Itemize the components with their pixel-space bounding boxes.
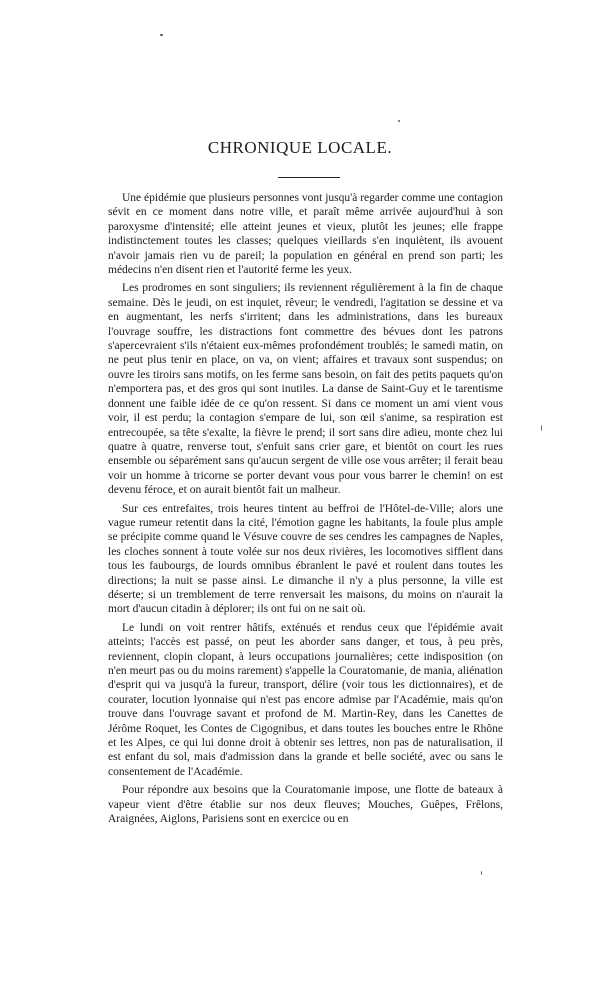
ink-speck <box>541 425 542 431</box>
paragraph: Pour répondre aux besoins que la Couratomanie impose, une flotte de bateaux à vapeur vient d'être établie sur nos deux fleuves; Mouches, Guêpes, Frêlons, Araignées, Aiglons, Parisiens sont en exercice ou en <box>108 784 503 826</box>
title-rule <box>278 177 340 178</box>
article-body <box>108 191 503 830</box>
paragraph: Sur ces entrefaites, trois heures tintent au beffroi de l'Hôtel-de-Ville; alors une vague rumeur retentit dans la cité, l'émotion gagne les habitants, la foule plus ample se précipite comme quand le Vésuve couvre de ses cendres les campagnes de Naples, les cloches sonnent à toute volée sur nos deux rivières, les locomotives sifflent dans tous les faubourgs, de lourds omnibus ébranlent le pavé et roulent dans toutes les directions; la nuit se passe ainsi. Le dimanche il n'y a plus personne, la ville est déserte; si un tremblement de terre renversait les maisons, du moins on n'aurait la mort d'aucun citadin à déplorer; ils ont fui on ne sait où. <box>108 502 503 616</box>
paragraph: Le lundi on voit rentrer hâtifs, exténués et rendus ceux que l'épidémie avait atteints; l'accès est passé, on peut les aborder sans danger, et tous, à peu près, reviennent, clopin clopant, à leurs occupations journalières; cette indisposition (on n'en meurt pas ou du moins rarement) s'appelle la Couratomanie, de mania, aliénation d'esprit qui va jusqu'à la fureur, transport, délire (voir tous les dictionnaires), et de courater, locution lyonnaise qui n'est pas encore admise par l'Académie, mais qu'on trouve dans l'ouvrage savant et profond de M. Martin-Rey, dans les Canettes de Jérôme Roquet, les Contes de Cigognibus, et dans toutes les bouches entre le Rhône et les Alpes, ce qui lui donne droit à obtenir ses lettres, non pas de naturalisation, il est enfant du sol, mais d'admission dans la grande et belle société, avec ou sans le consentement de l'Académie. <box>108 621 503 778</box>
paragraph: Les prodromes en sont singuliers; ils reviennent régulièrement à la fin de chaque semaine. Dès le jeudi, on est inquiet, rêveur; le vendredi, l'agitation se dessine et va en augmentant, les nerfs s'irritent; dans les administrations, dans les bureaux l'ouvrage souffre, les distractions font commettre des bévues dont les patrons s'apercevraient s'ils n'étaient eux-mêmes profondément troublés; le samedi matin, on ne peut plus tenir en place, on va, on vient; affaires et travaux sont suspendus; on ouvre les tiroirs sans motifs, on les ferme sans besoin, on fait des petits paquets qu'on n'emportera pas, et des gros qui sont inutiles. La danse de Saint-Guy et le tarentisme donnent une faible idée de ce qu'on ressent. Si dans ce moment un ami vient vous voir, il est perdu; la contagion s'empare de lui, son œil s'anime, sa respiration est entrecoupée, sa tête s'exalte, la fièvre le prend; il sort sans dire adieu, monte chez lui quatre à quatre, renverse tout, s'enfuit sans crier gare, et bientôt on court les rues ensemble ou séparément sans qu'aucun sergent de ville ose vous arrêter; il ferait beau voir un homme à tricorne se porter devant vous pour vous barrer le chemin! on est devenu féroce, et on aurait bientôt fait un malheur. <box>108 282 503 497</box>
ink-speck <box>160 34 163 36</box>
ink-speck <box>398 120 400 122</box>
paragraph: Une épidémie que plusieurs personnes vont jusqu'à regarder comme une contagion sévit en ce moment dans notre ville, et paraît même arrivée aujourd'hui à son paroxysme d'intensité; elle atteint jeunes et vieux, plutôt les jeunes; elle frappe indistinctement toutes les classes; quelques vieillards s'en inquiètent, ils avouent n'avoir jamais rien vu de pareil; la population en général en prend son parti; les médecins n'en disent rien et l'autorité ferme les yeux. <box>108 192 503 277</box>
ink-speck <box>481 871 482 875</box>
page-title: CHRONIQUE LOCALE. <box>207 138 393 157</box>
